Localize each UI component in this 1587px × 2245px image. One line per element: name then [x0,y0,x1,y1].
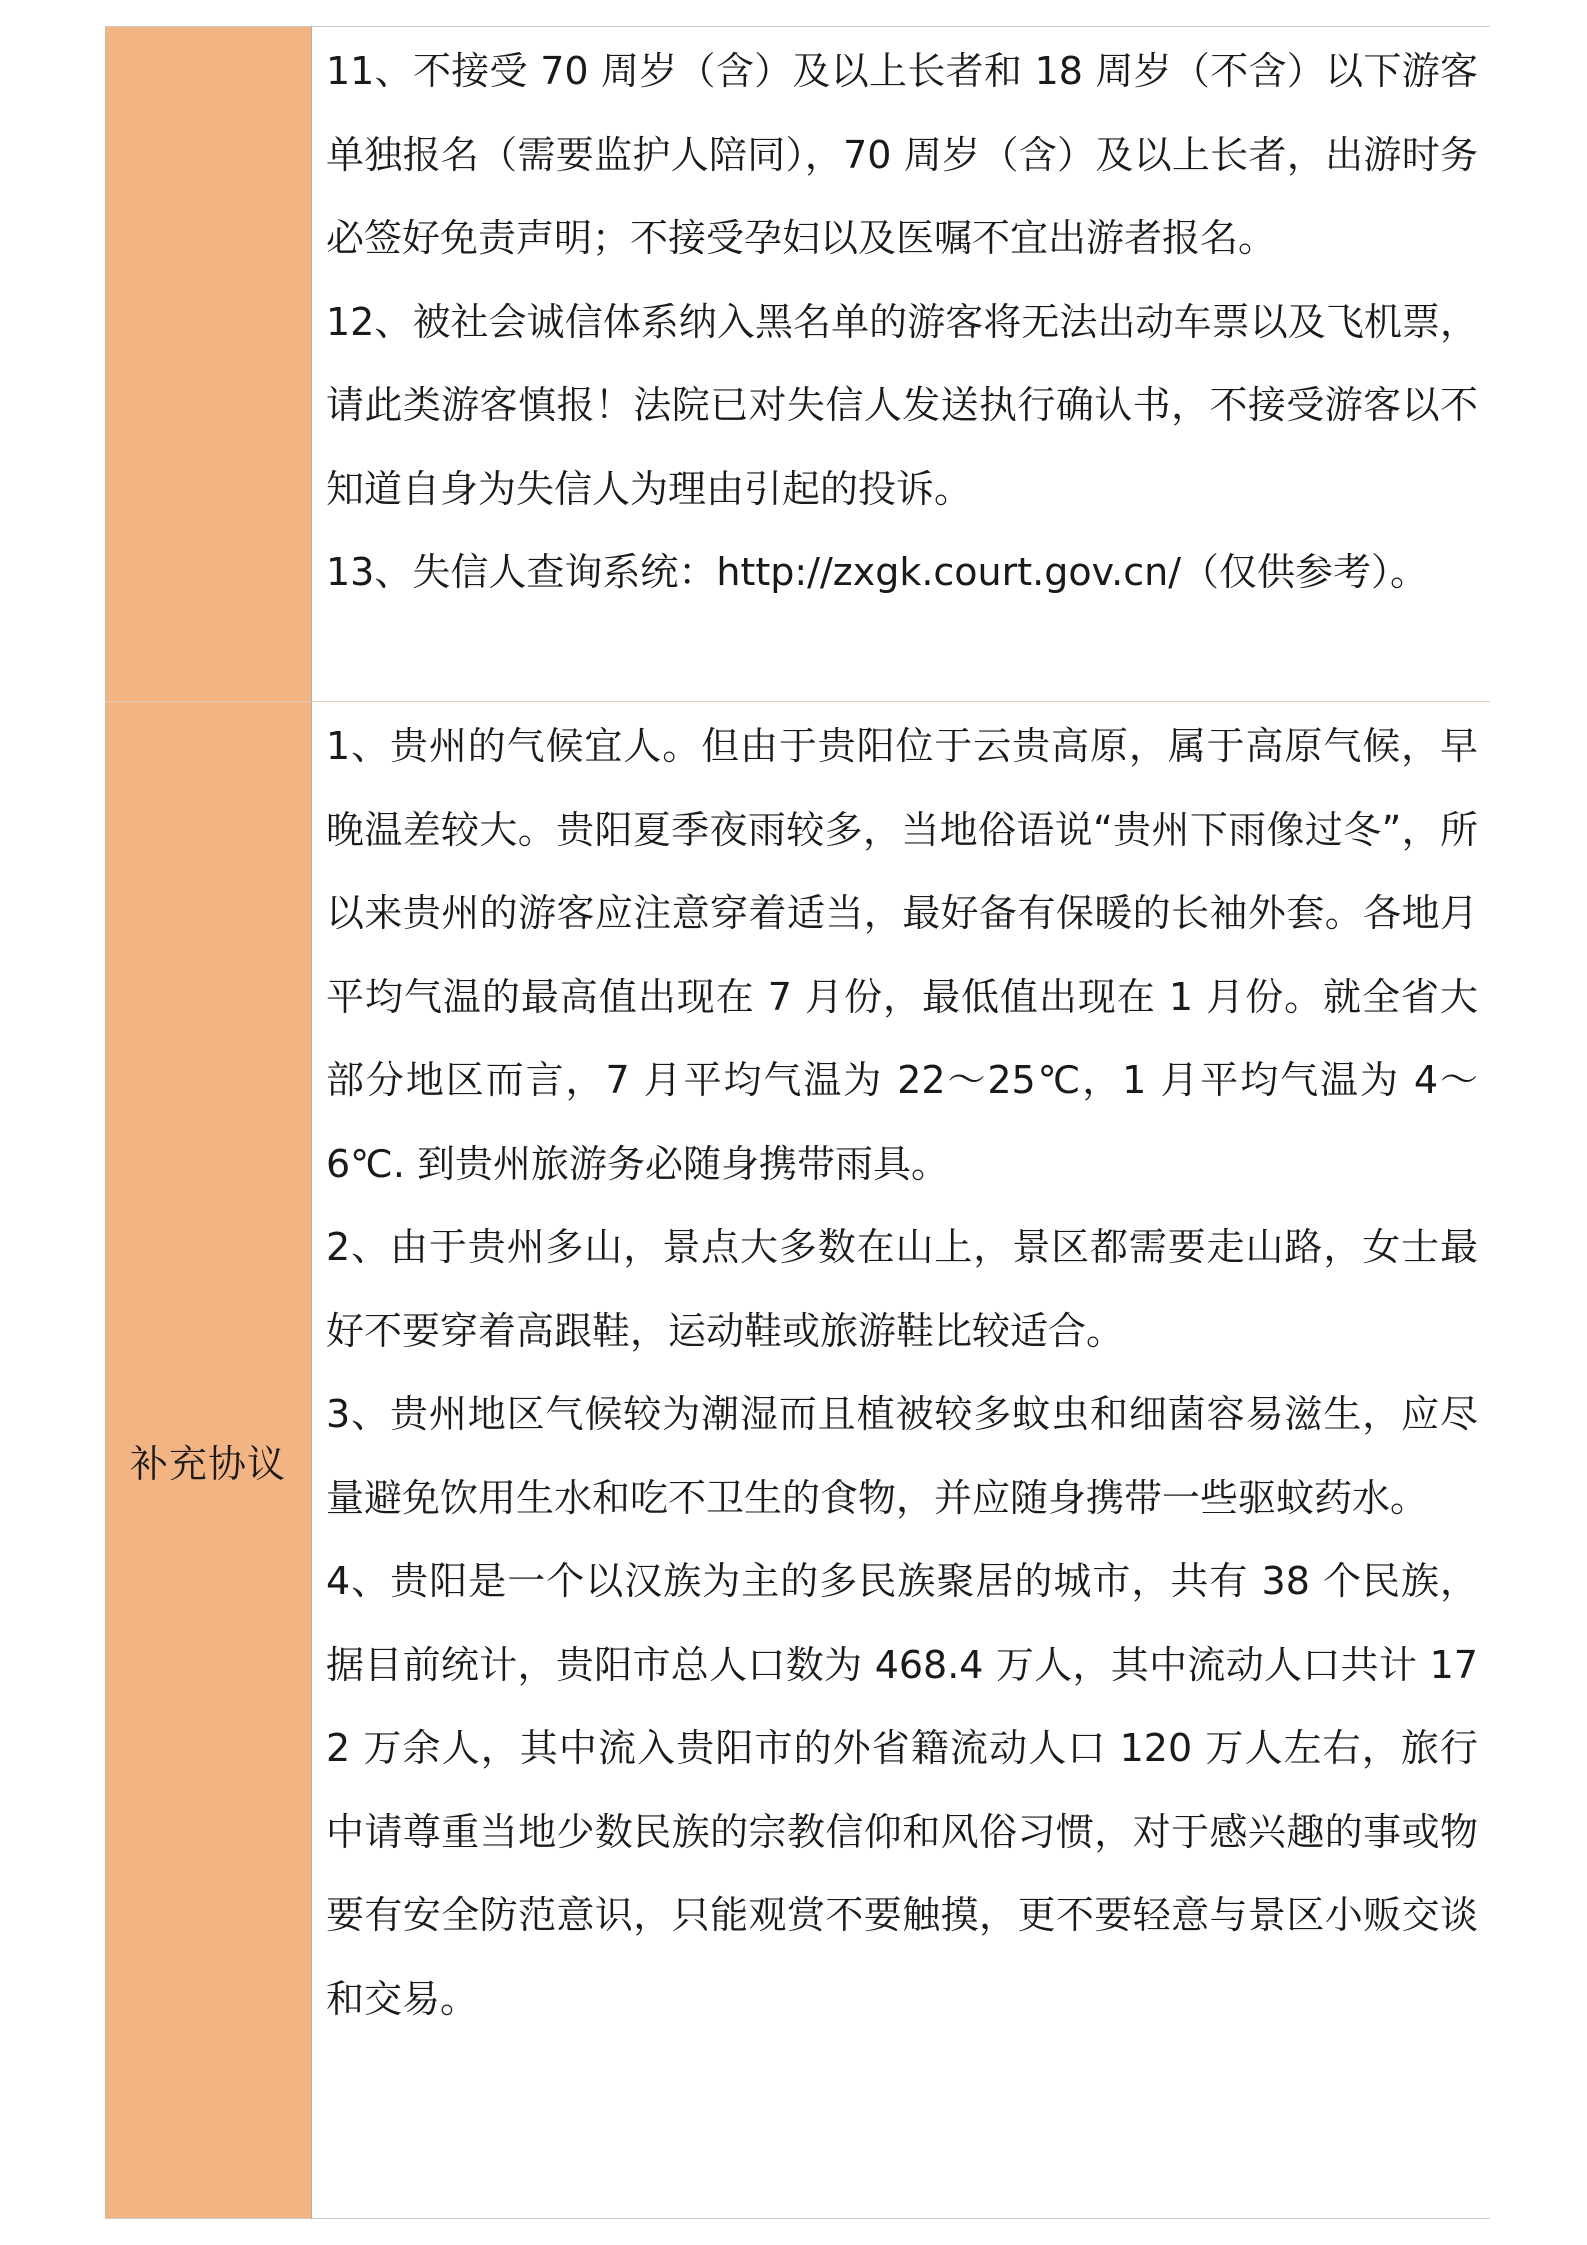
row-label-notes [105,27,312,702]
row-label-supplement: 补充协议 [105,702,312,2219]
row-content-supplement [312,702,1491,2219]
row-content-notes [312,27,1491,702]
table-row-notes [105,27,1490,702]
table-row-supplement [105,702,1490,2219]
note-item-13: 13、失信人查询系统：http://zxgk.court.gov.cn/（仅供参考）。 [326,550,1429,594]
note-item-11: 11、不接受 70 周岁（含）及以上长者和 18 周岁（不含）以下游客单独报名（需要监护人陪同），70 周岁（含）及以上长者，出游时务必签好免责声明；不接受孕妇以及医嘱不宜出游者报名。 [326,49,1478,260]
supplement-item-3: 3、贵州地区气候较为潮湿而且植被较多蚊虫和细菌容易滋生，应尽量避免饮用生水和吃不卫生的食物，并应随身携带一些驱蚊药水。 [326,1392,1478,1520]
terms-table [105,26,1490,2219]
supplement-item-1: 1、贵州的气候宜人。但由于贵阳位于云贵高原，属于高原气候，早晚温差较大。贵阳夏季夜雨较多，当地俗语说“贵州下雨像过冬”，所以来贵州的游客应注意穿着适当，最好备有保暖的长袖外套。各地月平均气温的最高值出现在 7 月份，最低值出现在 1 月份。就全省大部分地区而言，7 月平均气温为 22～25℃，1 月平均气温为 4～6℃. 到贵州旅游务必随身携带雨具。 [326,724,1478,1186]
supplement-item-2: 2、由于贵州多山，景点大多数在山上，景区都需要走山路，女士最好不要穿着高跟鞋，运动鞋或旅游鞋比较适合。 [326,1225,1478,1353]
supplement-item-4: 4、贵阳是一个以汉族为主的多民族聚居的城市，共有 38 个民族，据目前统计，贵阳市总人口数为 468.4 万人，其中流动人口共计 172 万余人，其中流入贵阳市的外省籍流动人口 120 万人左右，旅行中请尊重当地少数民族的宗教信仰和风俗习惯，对于感兴趣的事或物要有安全防范意识，只能观赏不要触摸，更不要轻意与景区小贩交谈和交易。 [326,1559,1478,2021]
note-item-12: 12、被社会诚信体系纳入黑名单的游客将无法出动车票以及飞机票，请此类游客慎报！法院已对失信人发送执行确认书，不接受游客以不知道自身为失信人为理由引起的投诉。 [326,299,1478,511]
